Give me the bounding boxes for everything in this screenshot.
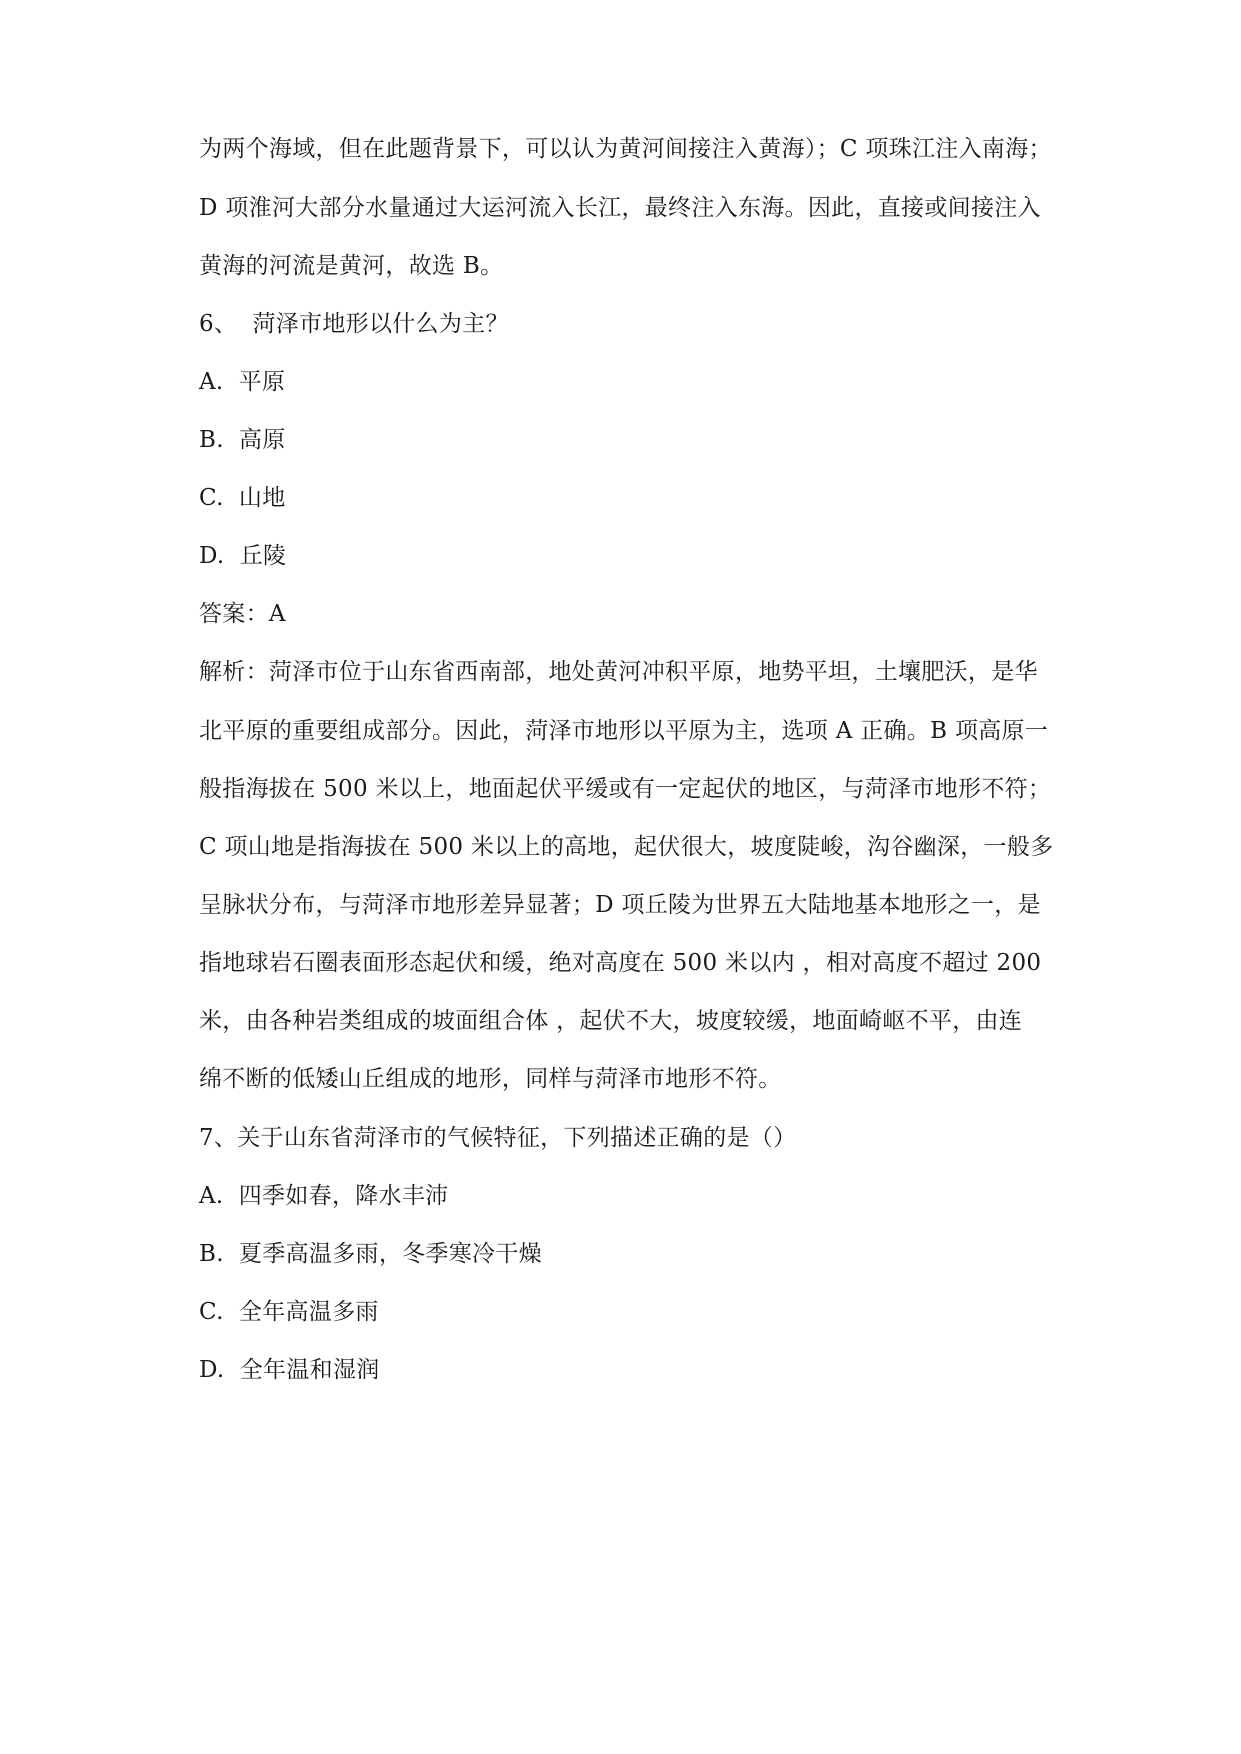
text-line: 为两个海域，但在此题背景下，可以认为黄河间接注入黄海）；C 项珠江注入南海； — [199, 136, 1052, 162]
option-a: A. 四季如春，降水丰沛 — [199, 1183, 449, 1209]
analysis-line: 指地球岩石圈表面形态起伏和缓，绝对高度在 500 米以内 ，相对高度不超过 200 — [199, 950, 1042, 976]
text-line: 黄海的河流是黄河，故选 B。 — [199, 253, 504, 279]
analysis-line: 解析：菏泽市位于山东省西南部，地处黄河冲积平原，地势平坦，土壤肥沃，是华 — [199, 659, 1038, 685]
option-d: D. 丘陵 — [199, 543, 287, 569]
analysis-line: 绵不断的低矮山丘组成的地形，同样与菏泽市地形不符。 — [199, 1066, 782, 1092]
analysis-line: C 项山地是指海拔在 500 米以上的高地，起伏很大，坡度陡峻，沟谷幽深，一般多 — [199, 834, 1054, 860]
option-c: C. 山地 — [199, 485, 286, 511]
analysis-line: 北平原的重要组成部分。因此，菏泽市地形以平原为主，选项 A 正确。B 项高原一 — [199, 718, 1049, 744]
text-line: D 项淮河大部分水量通过大运河流入长江，最终注入东海。因此，直接或间接注入 — [199, 195, 1041, 221]
analysis-line: 米，由各种岩类组成的坡面组合体 ，起伏不大，坡度较缓，地面崎岖不平，由连 — [199, 1008, 1023, 1034]
answer: 答案：A — [199, 601, 286, 627]
option-d: D. 全年温和湿润 — [199, 1357, 380, 1383]
question-title: 7、关于山东省菏泽市的气候特征，下列描述正确的是（） — [199, 1125, 797, 1151]
option-c: C. 全年高温多雨 — [199, 1299, 379, 1325]
option-b: B. 夏季高温多雨，冬季寒冷干燥 — [199, 1241, 542, 1267]
analysis-line: 般指海拔在 500 米以上，地面起伏平缓或有一定起伏的地区，与菏泽市地形不符； — [199, 776, 1052, 802]
question-title: 6、 菏泽市地形以什么为主？ — [199, 311, 509, 337]
analysis-line: 呈脉状分布，与菏泽市地形差异显著；D 项丘陵为世界五大陆地基本地形之一，是 — [199, 892, 1041, 918]
option-b: B. 高原 — [199, 427, 286, 453]
option-a: A. 平原 — [199, 369, 286, 395]
